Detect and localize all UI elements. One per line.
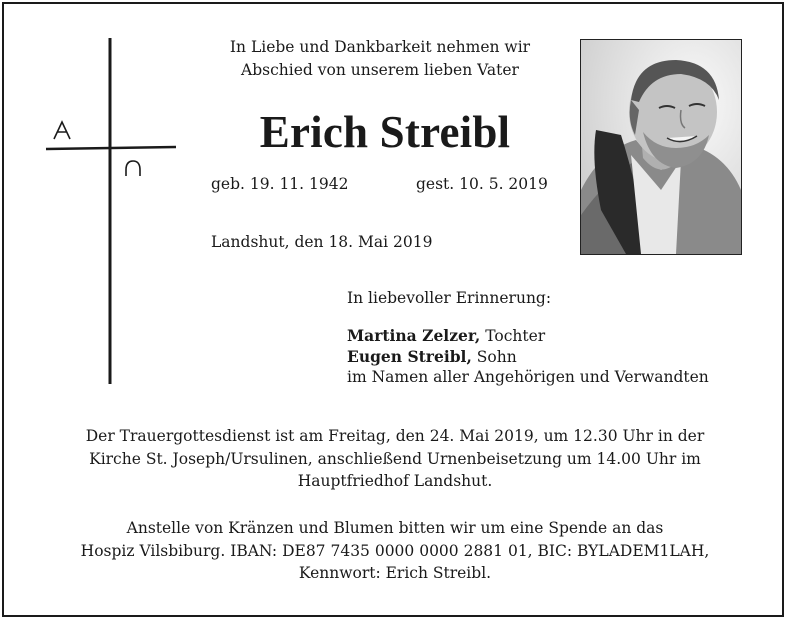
- alpha-icon: [54, 122, 70, 139]
- intro-line-1: In Liebe und Dankbarkeit nehmen wir: [229, 38, 531, 56]
- donation-info: [30, 517, 760, 585]
- service-line-3: Hauptfriedhof Landshut.: [297, 472, 493, 490]
- donation-line-3: Kennwort: Erich Streibl.: [298, 564, 492, 582]
- signer-row: [347, 326, 709, 347]
- signer-row: [347, 347, 709, 368]
- intro-text: [190, 36, 570, 82]
- signer-name: Eugen Streibl,: [347, 346, 472, 366]
- signer-name: Martina Zelzer,: [347, 326, 481, 345]
- signer-relation: Sohn: [471, 347, 517, 366]
- birth-date: geb. 19. 11. 1942: [211, 175, 349, 193]
- signer-relation: Tochter: [480, 327, 546, 345]
- place-and-date: Landshut, den 18. Mai 2019: [211, 233, 433, 251]
- deceased-name: Erich Streibl: [259, 107, 511, 157]
- signers-list: [347, 326, 709, 388]
- death-date: gest. 10. 5. 2019: [416, 175, 548, 193]
- service-info: [30, 425, 760, 493]
- omega-icon: [126, 161, 140, 176]
- portrait-image: [581, 40, 741, 254]
- portrait-photo: [580, 39, 742, 255]
- service-line-2: Kirche St. Joseph/Ursulinen, anschließend Urnenbeisetzung um 14.00 Uhr im: [89, 449, 701, 468]
- donation-line-2: Hospiz Vilsbiburg. IBAN: DE87 7435 0000 0000 2881 01, BIC: BYLADEM1LAH,: [80, 541, 710, 560]
- intro-line-2: Abschied von unserem lieben Vater: [241, 61, 519, 79]
- service-line-1: Der Trauergottesdienst ist am Freitag, den 24. Mai 2019, um 12.30 Uhr in der: [85, 427, 705, 445]
- signers-closing: im Namen aller Angehörigen und Verwandten: [347, 368, 709, 386]
- cross-icon: [40, 38, 180, 388]
- donation-line-1: Anstelle von Kränzen und Blumen bitten wir um eine Spende an das: [126, 519, 664, 537]
- memory-label: In liebevoller Erinnerung:: [347, 289, 552, 307]
- cross-horizontal-beam: [46, 147, 176, 149]
